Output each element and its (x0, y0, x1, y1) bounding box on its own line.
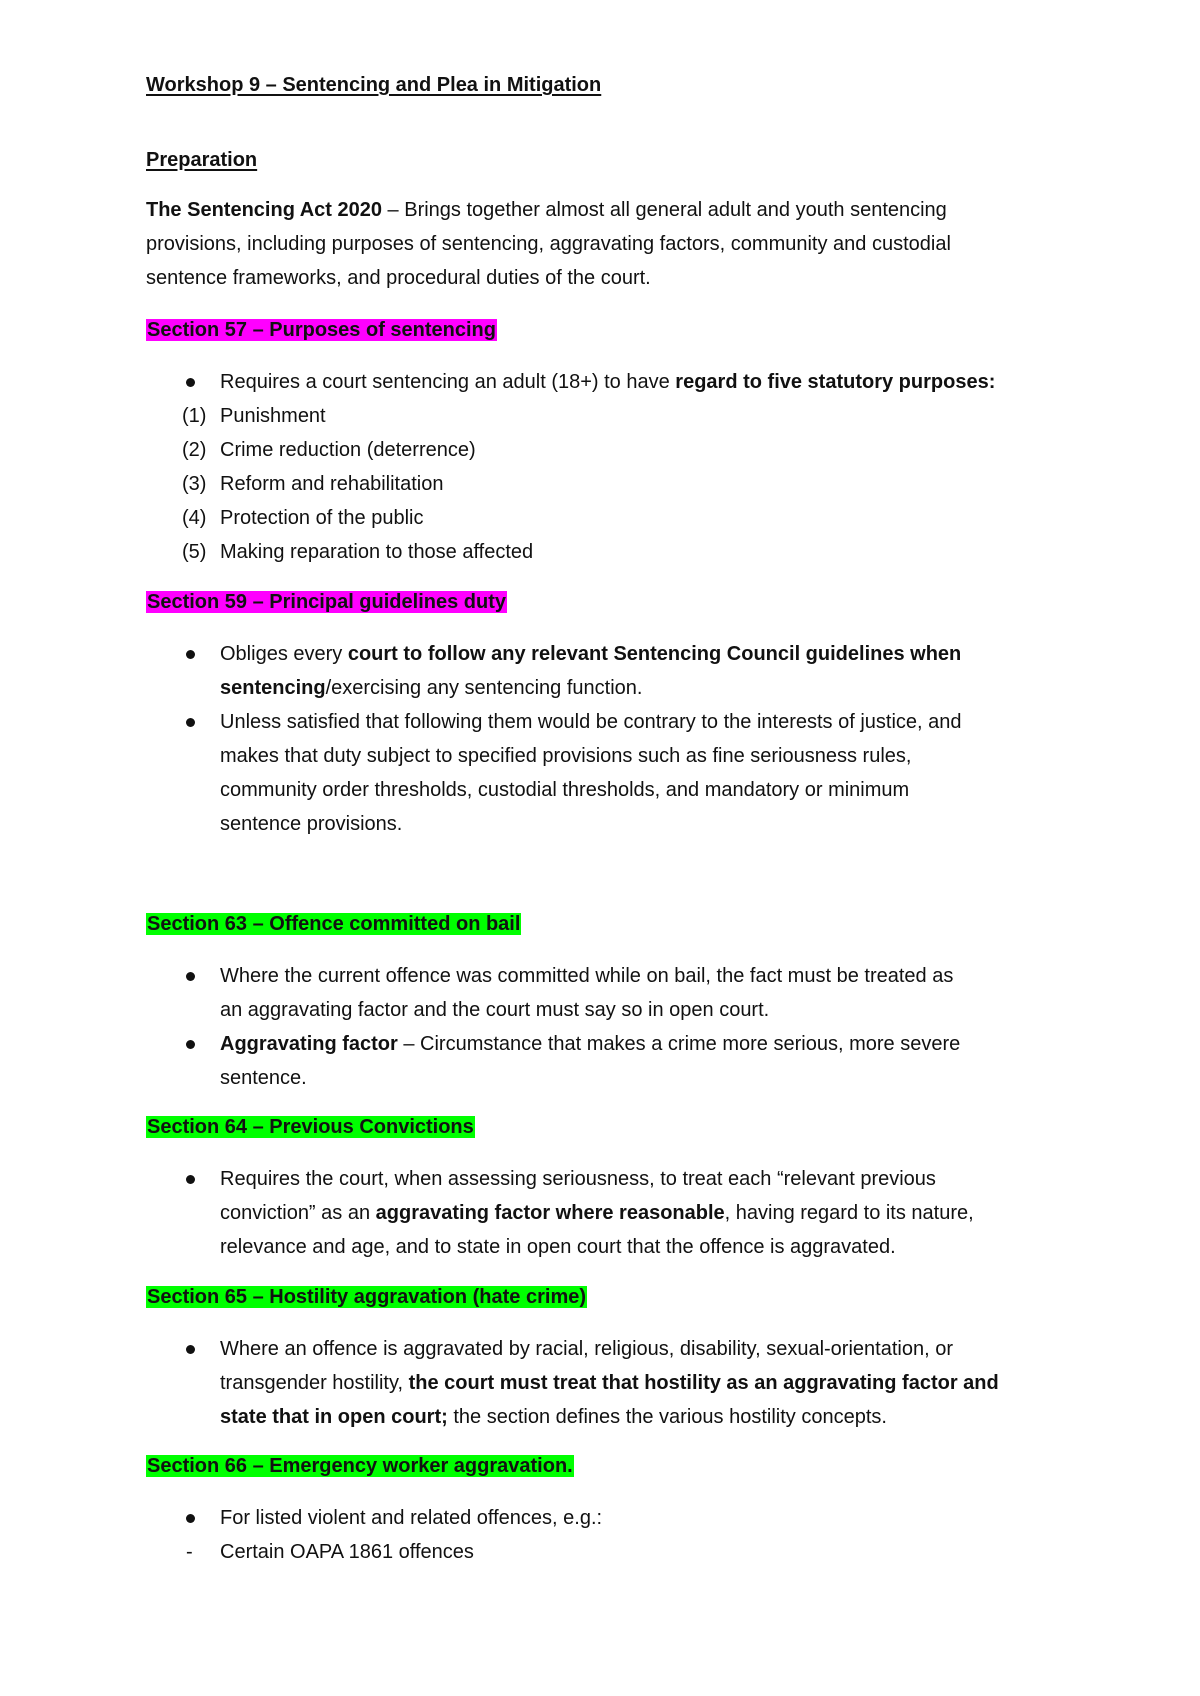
list-item (146, 1332, 1066, 1434)
section-57-body (146, 365, 1066, 569)
bullet-icon (186, 1175, 195, 1184)
section-63-body (146, 959, 1066, 1095)
s63-b1-line-1: Where the current offence was committed while on bail, the fact must be treated as (220, 965, 954, 987)
intro-text-1: – Brings together almost all general adult and youth sentencing (382, 199, 947, 221)
list-item (146, 1501, 1066, 1535)
document-header (146, 68, 1066, 102)
section-59-body (146, 637, 1066, 841)
section-64-heading: Section 64 – Previous Convictions (147, 1116, 474, 1138)
bullet-icon (186, 1345, 195, 1354)
s64-line-2-bold: aggravating factor where reasonable (375, 1202, 725, 1224)
bullet-icon (186, 650, 195, 659)
document-title: Workshop 9 – Sentencing and Plea in Mitigation (146, 74, 602, 96)
numbered-item (146, 399, 1066, 433)
section-65-heading: Section 65 – Hostility aggravation (hate crime) (147, 1286, 587, 1308)
bullet-icon (186, 378, 195, 387)
section-57 (146, 313, 1066, 347)
section-66-body (146, 1501, 1066, 1569)
item-number: (3) (182, 473, 207, 495)
bullet-icon (186, 972, 195, 981)
s64-line-3: relevance and age, and to state in open court that the offence is aggravated. (220, 1236, 896, 1258)
numbered-item (146, 501, 1066, 535)
section-63 (146, 907, 1066, 941)
bullet-icon (186, 1514, 195, 1523)
s63-b2-line-1: – Circumstance that makes a crime more serious, more severe (397, 1033, 961, 1055)
numbered-item (146, 433, 1066, 467)
bullet-icon (186, 718, 195, 727)
s66-dash-text: Certain OAPA 1861 offences (220, 1541, 474, 1563)
s59-b2-line-2: makes that duty subject to specified provisions such as fine seriousness rules, (220, 745, 912, 767)
section-65 (146, 1280, 1066, 1314)
intro-paragraph (146, 193, 1066, 295)
section-64-body (146, 1162, 1066, 1264)
bullet-icon (186, 1040, 195, 1049)
section-57-heading: Section 57 – Purposes of sentencing (147, 319, 496, 341)
s59-b1-bold: court to follow any relevant Sentencing Council guidelines when (347, 643, 962, 665)
s57-bullet-text: Requires a court sentencing an adult (18+) to have (220, 371, 676, 393)
section-59 (146, 585, 1066, 619)
intro-line-3: sentence frameworks, and procedural duties of the court. (146, 267, 651, 289)
s66-bullet-text: For listed violent and related offences, e.g.: (220, 1507, 603, 1529)
dash-list-item (146, 1535, 1066, 1569)
section-64 (146, 1110, 1066, 1144)
s59-b1-post: /exercising any sentencing function. (325, 677, 643, 699)
section-63-heading: Section 63 – Offence committed on bail (147, 913, 521, 935)
item-number: (2) (182, 439, 207, 461)
preparation-section (146, 143, 1066, 177)
s64-line-2-post: , having regard to its nature, (724, 1202, 974, 1224)
section-65-body (146, 1332, 1066, 1434)
s65-line-2-pre: transgender hostility, (220, 1372, 409, 1394)
s59-b1-text: Obliges every (220, 643, 348, 665)
s59-b1-bold-2: sentencing (220, 677, 326, 699)
section-59-heading: Section 59 – Principal guidelines duty (147, 591, 506, 613)
list-item (146, 959, 1066, 1027)
s65-line-2-bold: the court must treat that hostility as an aggravating factor and (408, 1372, 999, 1394)
numbered-item (146, 535, 1066, 569)
item-number: (5) (182, 541, 207, 563)
item-text: Protection of the public (220, 507, 424, 529)
intro-line-1 (146, 193, 1066, 227)
s64-line-2-pre: conviction” as an (220, 1202, 376, 1224)
dash-marker: - (186, 1541, 193, 1563)
s57-bullet-bold: regard to five statutory purposes: (675, 371, 996, 393)
list-item (146, 365, 1066, 399)
item-number: (1) (182, 405, 207, 427)
s63-b2-line-2: sentence. (220, 1067, 307, 1089)
list-item (146, 637, 1066, 705)
item-text: Punishment (220, 405, 326, 427)
item-text: Making reparation to those affected (220, 541, 534, 563)
intro-line-2: provisions, including purposes of sentencing, aggravating factors, community and custodial (146, 233, 951, 255)
list-item (146, 705, 1066, 841)
list-item (146, 1027, 1066, 1095)
preparation-heading: Preparation (146, 149, 258, 171)
item-number: (4) (182, 507, 207, 529)
s59-b2-line-4: sentence provisions. (220, 813, 403, 835)
s59-b2-line-1: Unless satisfied that following them would be contrary to the interests of justice, and (220, 711, 962, 733)
s65-line-1: Where an offence is aggravated by racial, religious, disability, sexual-orientation, or (220, 1338, 953, 1360)
section-66 (146, 1449, 1066, 1483)
section-66-heading: Section 66 – Emergency worker aggravation. (147, 1455, 573, 1477)
s63-b2-bold: Aggravating factor (220, 1033, 398, 1055)
item-text: Crime reduction (deterrence) (220, 439, 476, 461)
s59-b2-line-3: community order thresholds, custodial thresholds, and mandatory or minimum (220, 779, 910, 801)
list-item (146, 1162, 1066, 1264)
item-text: Reform and rehabilitation (220, 473, 444, 495)
numbered-item (146, 467, 1066, 501)
s64-line-1: Requires the court, when assessing seriousness, to treat each “relevant previous (220, 1168, 936, 1190)
act-name: The Sentencing Act 2020 (146, 199, 382, 221)
s65-line-3-post: the section defines the various hostility concepts. (447, 1406, 887, 1428)
s63-b1-line-2: an aggravating factor and the court must say so in open court. (220, 999, 770, 1021)
s65-line-3-bold: state that in open court; (220, 1406, 448, 1428)
